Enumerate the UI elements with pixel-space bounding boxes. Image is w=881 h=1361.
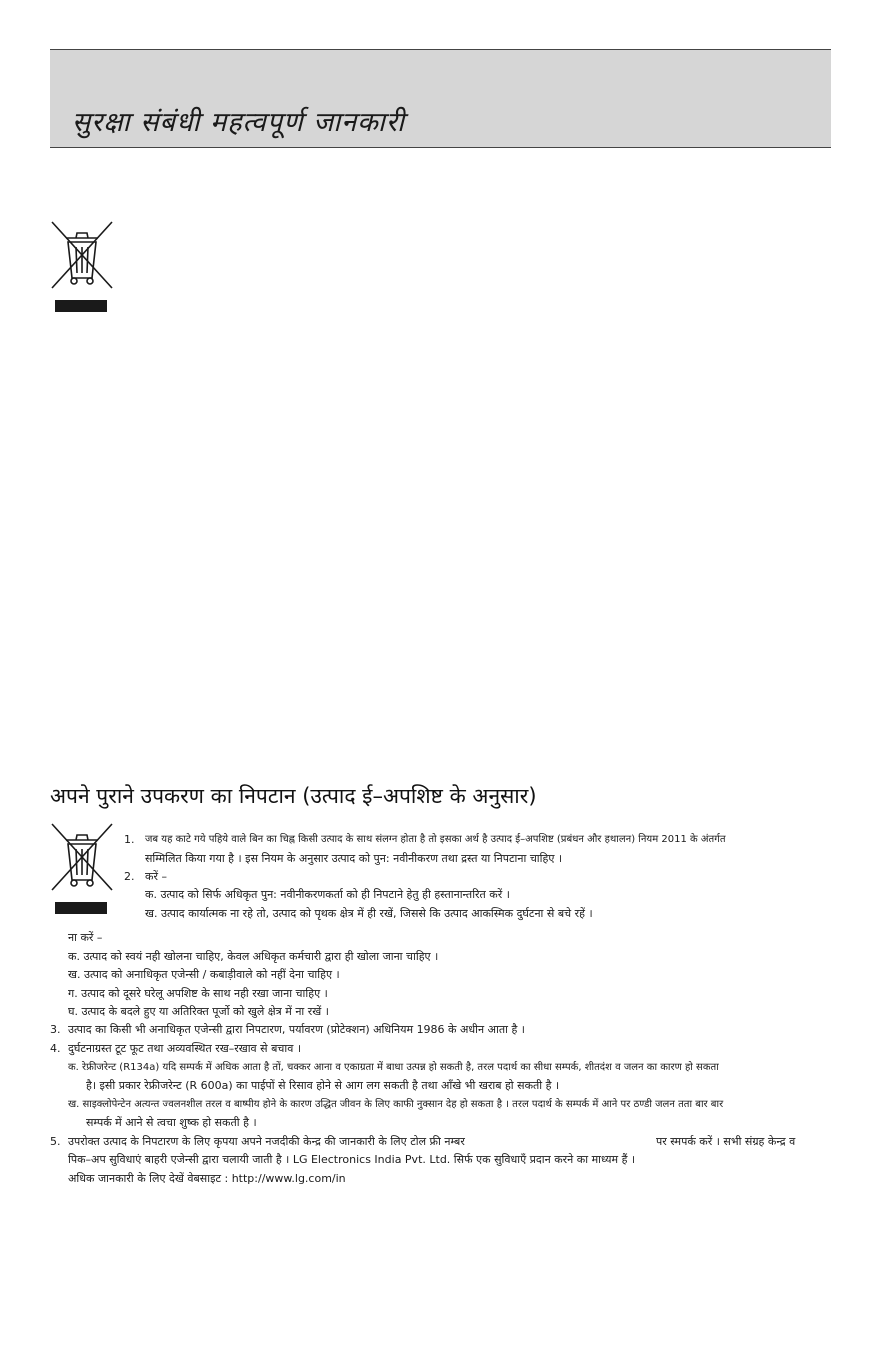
- item-4-kha-line-2: सम्पर्क में आने से त्वचा शुष्क हो सकती है ।: [86, 1116, 257, 1129]
- crossed-bin-icon: [50, 220, 114, 290]
- item-5-line-1b: पर स्मपर्क करें । सभी संग्रह केन्द्र व: [656, 1135, 796, 1148]
- dont-item-ga: ग. उत्पाद को दूसरे घरेलू अपशिष्ट के साथ नही रखा जाना चाहिए ।: [68, 987, 328, 1000]
- item-4-text: दुर्घटनाग्रस्त टूट फूट तथा अव्यवस्थित रख–रखाव से बचाव ।: [68, 1042, 301, 1055]
- dont-item-gha: घ. उत्पाद के बदले हुए या अतिरिक्त पूर्जो को खुले क्षेत्र में ना रखें ।: [68, 1005, 329, 1018]
- page-title: सुरक्षा संबंधी महत्वपूर्ण जानकारी: [72, 107, 405, 138]
- do-label: करें –: [145, 870, 167, 883]
- item-1-number: 1.: [124, 833, 135, 846]
- bin-underline-bar: [55, 902, 107, 914]
- item-1-line-1: जब यह काटे गये पहिये वाले बिन का चिह्न किसी उत्पाद के साथ संलग्न होता है तो इसका अर्थ है उत्पाद ई–अपशिष्ट (प्रबंधन और हथालन) नियम 2011 के अंतर्गत: [145, 834, 726, 845]
- item-2-number: 2.: [124, 870, 135, 883]
- item-3-text: उत्पाद का किसी भी अनाधिकृत एजेन्सी द्वारा निपटारण, पर्यावरण (प्रोटेक्शन) अधिनियम 1986 के अधीन आता है ।: [68, 1023, 525, 1036]
- item-4-ka-line-1: क. रेफ्रीजरेन्ट (R134a) यदि सम्पर्क में अधिक आता है तों, चक्कर आना व एकाग्रता में बाधा उत्पन्न हो सकती है, तरल पदार्थ का सीधा सम्पर्क, शीतदंश व जलन का कारण हो सकता: [68, 1062, 719, 1073]
- do-item-kha: ख. उत्पाद कार्यात्मक ना रहे तो, उत्पाद को पृथक क्षेत्र में ही रखें, जिससे कि उत्पाद आकस्मिक दुर्घटना से बचे रहें ।: [145, 907, 593, 920]
- crossed-bin-icon: [50, 822, 114, 892]
- item-4-kha-line-1: ख. साइक्लोपेन्टेन अत्यन्त ज्वलनशील तरल व बाष्पीय होने के कारण उद्धित जीवन के लिए काफी नुक्सान देह हो सकता है । तरल पदार्थ के सम्पर्क में आने पर ठण्डी जलन तता बार बार: [68, 1099, 724, 1110]
- header-band: [50, 49, 831, 148]
- item-3-number: 3.: [50, 1023, 61, 1036]
- item-5-line-1a: उपरोक्त उत्पाद के निपटारण के लिए कृपया अपने नजदीकी केन्द्र की जानकारी के लिए टोल फ्री नम्बर: [68, 1135, 465, 1148]
- do-item-ka: क. उत्पाद को सिर्फ अधिकृत पुन: नवीनीकरणकर्ता को ही निपटाने हेतु ही हस्तानान्तरित करें ।: [145, 888, 510, 901]
- item-1-line-2: सम्मिलित किया गया है । इस नियम के अनुसार उत्पाद को पुन: नवीनीकरण तथा द्रस्त या निपटाना चाहिए ।: [145, 852, 563, 865]
- item-5-line-2: पिक–अप सुविधाएं बाहरी एजेन्सी द्वारा चलायी जाती है । LG Electronics India Pvt. Ltd. सिर्फ एक सुविधाएँ प्रदान करने का माध्यम हैं ।: [68, 1153, 636, 1166]
- item-4-ka-line-2: है। इसी प्रकार रेफ्रीजरेन्ट (R 600a) का पाईपों से रिसाव होने से आग लग सकती है तथा आँखे भी खराब हो सकती है ।: [86, 1079, 560, 1092]
- bin-underline-bar: [55, 300, 107, 312]
- disposal-heading: अपने पुराने उपकरण का निपटान (उत्पाद ई–अपशिष्ट के अनुसार): [50, 784, 537, 808]
- dont-item-ka: क. उत्पाद को स्वयं नही खोलना चाहिए, केवल अधिकृत कर्मचारी द्वारा ही खोला जाना चाहिए ।: [68, 950, 439, 963]
- item-5-number: 5.: [50, 1135, 61, 1148]
- item-5-line-3: अधिक जानकारी के लिए देखें वेबसाइट : http://www.lg.com/in: [68, 1172, 346, 1185]
- dont-item-kha: ख. उत्पाद को अनाधिकृत एजेन्सी / कबाड़ीवाले को नहीं देना चाहिए ।: [68, 968, 340, 981]
- item-4-number: 4.: [50, 1042, 61, 1055]
- dont-label: ना करें –: [68, 931, 103, 944]
